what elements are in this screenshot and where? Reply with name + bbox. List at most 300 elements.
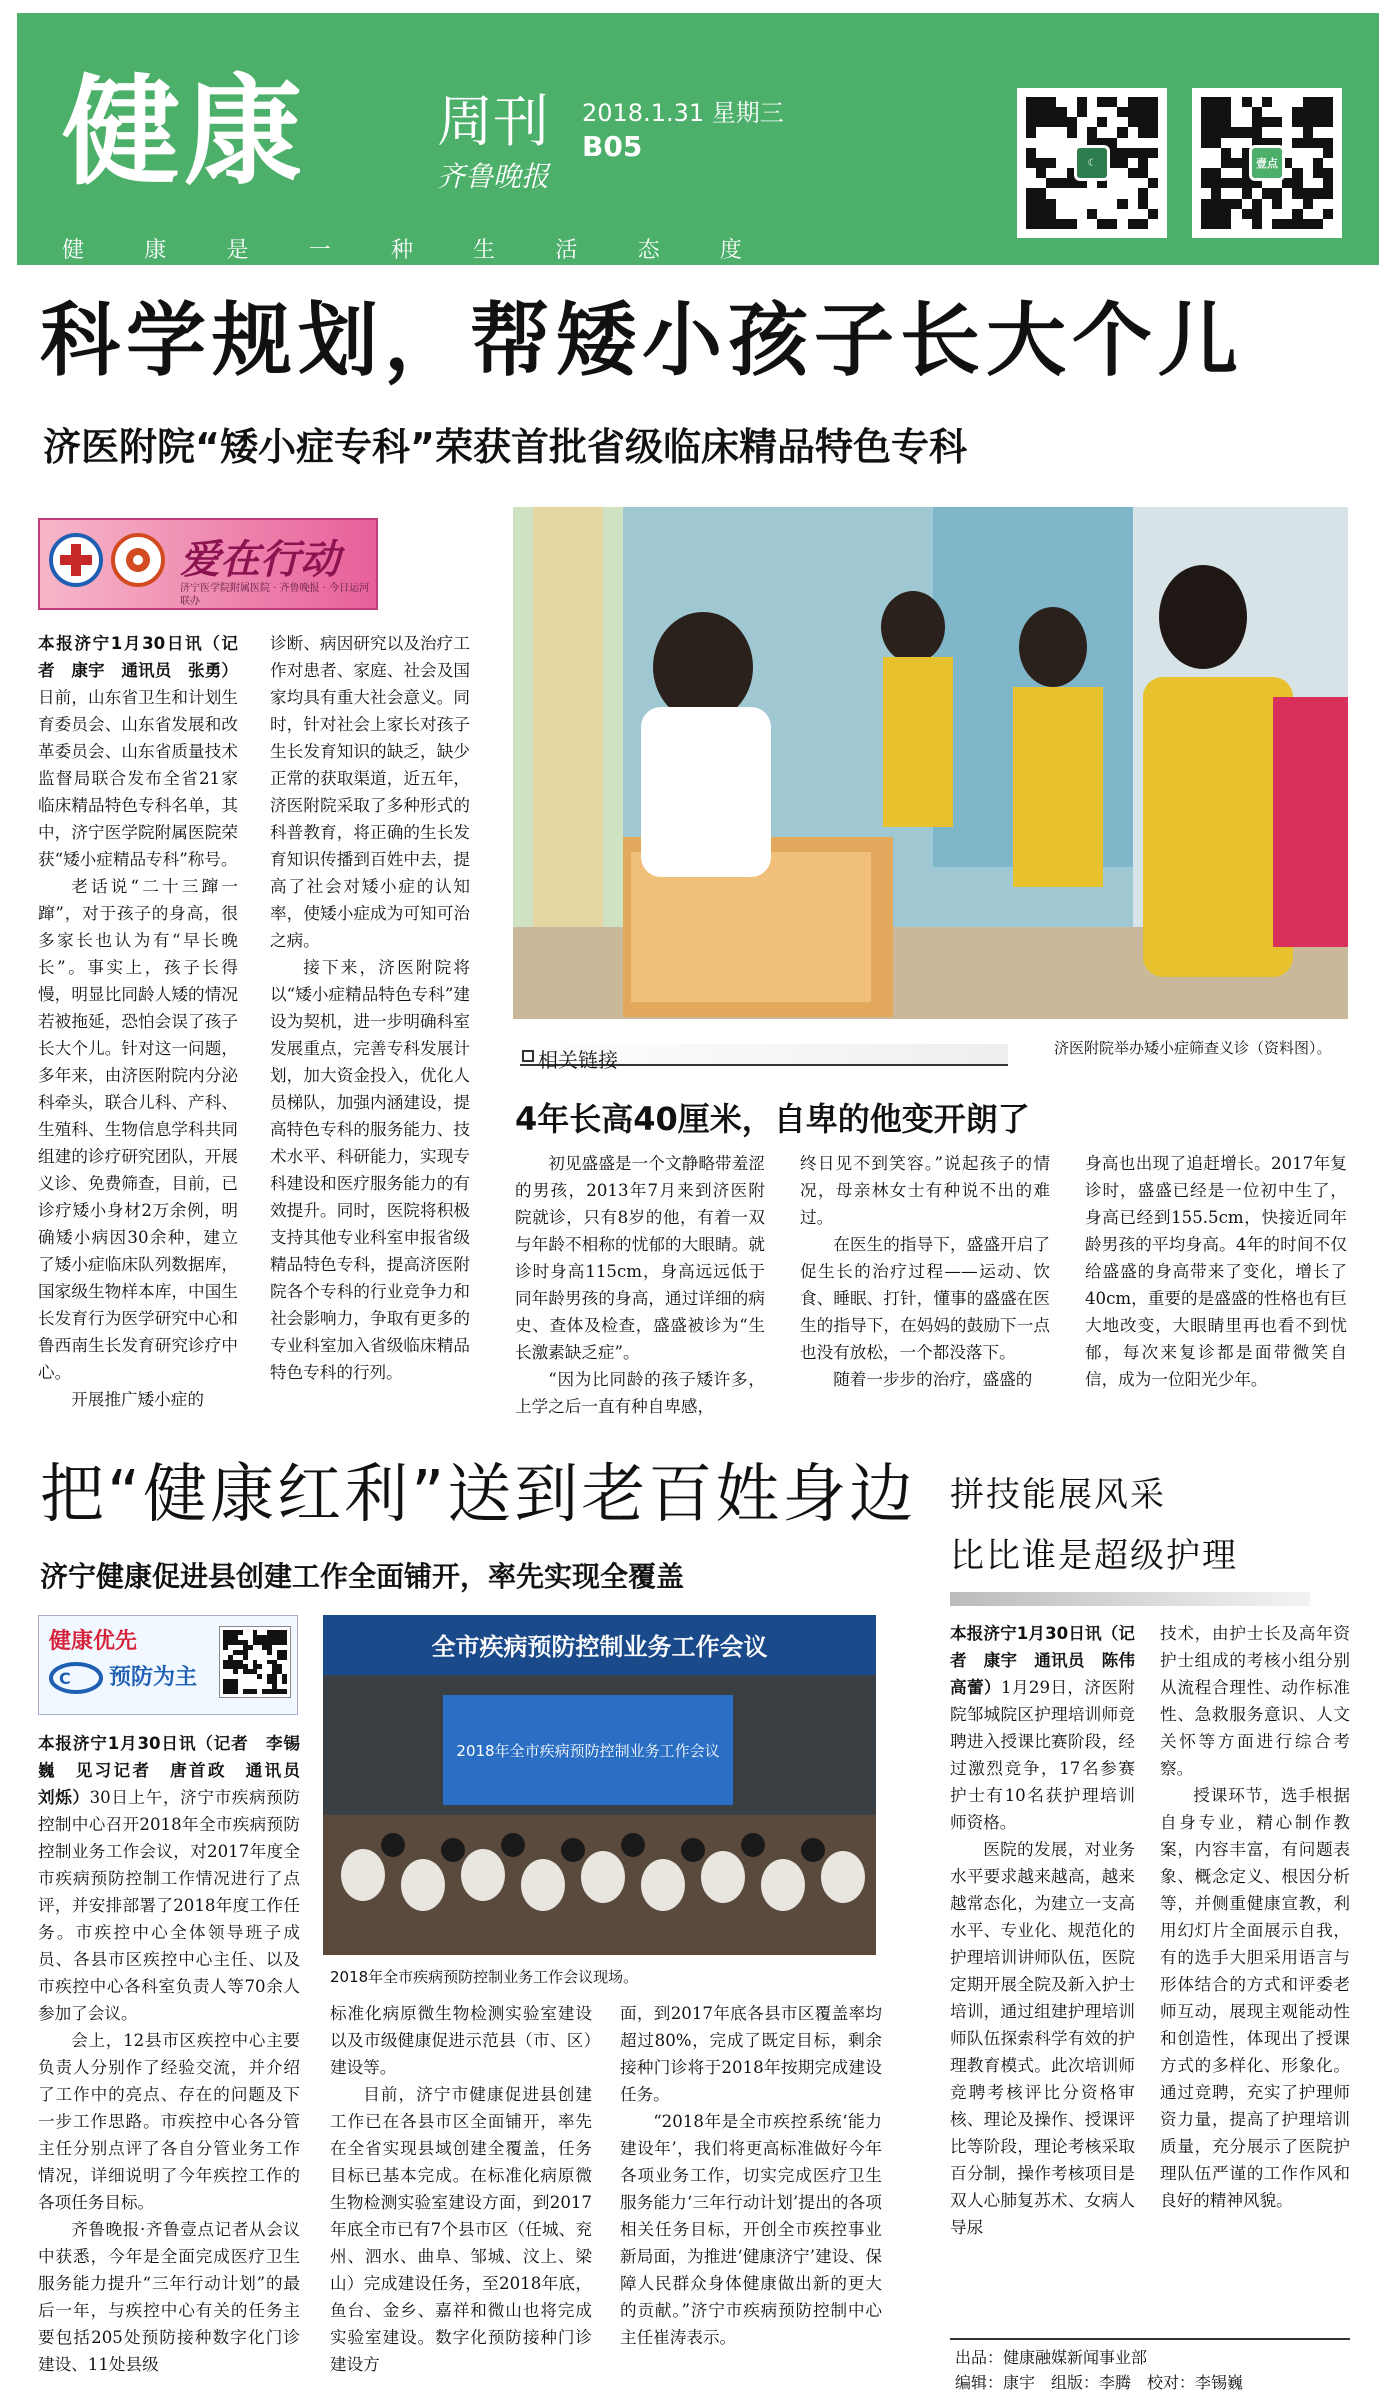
article-3-byline: 本报济宁1月30日讯（记者 康宇 通讯员 陈伟 高蕾） — [950, 1624, 1152, 1697]
qr-module — [1252, 97, 1262, 107]
qr-module — [1221, 178, 1231, 188]
qr-module — [1221, 127, 1231, 137]
qr-module — [1201, 219, 1211, 229]
screening-scene-illustration — [513, 507, 1348, 1019]
qr-module — [1026, 158, 1036, 168]
qr-module — [1313, 138, 1323, 148]
qr-module — [1262, 219, 1272, 229]
article-1-byline: 本报济宁1月30日讯（记者 康宇 通讯员 张勇） — [38, 634, 238, 680]
qr-module — [1201, 168, 1211, 178]
qr-module — [1097, 188, 1107, 198]
qr-module — [1282, 199, 1292, 209]
qr-module — [1148, 199, 1158, 209]
qr-module — [1282, 209, 1292, 219]
article-3-paragraph: 技术，由护士长及高年资护士组成的考核小组分别从流程合理性、动作标准性、急救服务意识、人文关怀等方面进行综合考察。 — [1160, 1624, 1350, 1778]
banner-title: 爱在行动 — [180, 536, 340, 583]
qr-module — [1272, 219, 1282, 229]
article-2-subheadline: 济宁健康促进县创建工作全面铺开，率先实现全覆盖 — [40, 1560, 685, 1593]
qr-module — [1138, 209, 1148, 219]
qr-module — [1262, 97, 1272, 107]
article-2-photo — [323, 1615, 876, 1955]
qr-module — [1128, 178, 1138, 188]
qr-module — [1211, 117, 1221, 127]
qr-module — [1097, 209, 1107, 219]
qr-module — [1128, 107, 1138, 117]
qr-module — [1117, 138, 1127, 148]
qr-module — [1107, 138, 1117, 148]
qr-module — [1221, 138, 1231, 148]
qr-module — [1323, 158, 1333, 168]
slogan-char: 健 — [62, 238, 85, 263]
article-2-paragraph: 30日上午，济宁市疾病预防控制中心召开2018年全市疾病预防控制业务工作会议，对2017年度全市疾病预防控制工作情况进行了点评，并安排部署了2018年度工作任务。市疾控中心全体领导班子成员、各县市区疾控中心主任、以及市疾控中心各科室负责人等70余人参加了会议。 — [38, 1788, 300, 2023]
svg-text:C: C — [59, 1669, 71, 1688]
qr-module — [1221, 148, 1231, 158]
qr-module — [1252, 107, 1262, 117]
article-1-column-2 — [270, 630, 470, 1410]
qr-module — [1201, 188, 1211, 198]
qr-module — [1067, 178, 1077, 188]
qr-module — [1097, 107, 1107, 117]
related-story-headline: 4年长高40厘米，自卑的他变开朗了 — [515, 1100, 1030, 1138]
qr-module — [1231, 107, 1241, 117]
qr-module — [1046, 138, 1056, 148]
qr-module — [1107, 199, 1117, 209]
qr-module — [1128, 158, 1138, 168]
article-1-headline: 科学规划，帮矮小孩子长大个儿 — [40, 293, 1244, 387]
qr-module — [1211, 107, 1221, 117]
qr-module — [1026, 107, 1036, 117]
qr-module — [1313, 148, 1323, 158]
qr-module — [1036, 138, 1046, 148]
qr-module — [1138, 97, 1148, 107]
qr-module — [1211, 127, 1221, 137]
conference-slide-text: 2018年全市疾病预防控制业务工作会议 — [456, 1742, 720, 1760]
qr-module — [1231, 127, 1241, 137]
qr-module — [1077, 117, 1087, 127]
article-1-paragraph: 老话说“二十三蹿一蹿”，对于孩子的身高，很多家长也认为有“早长晚长”。事实上，孩子长得慢，明显比同龄人矮的情况若被拖延，恐怕会误了孩子长大个儿。针对这一问题，多年来，由济医附院内分泌科牵头，联合儿科、产科、生殖科、生物信息学科共同组建的诊疗研究团队，开展义诊、免费筛查，目前，已诊疗矮小身材2万余例，明确矮小病因30余种，建立了矮小症临床队列数据库，国家级生物样本库，中国生长发育行为医学研究中心和鲁西南生长发育研究诊疗中心。 — [38, 877, 238, 1382]
related-story-paragraph: 初见盛盛是一个文静略带羞涩的男孩，2013年7月来到济医附院就诊，只有8岁的他，有着一双与年龄不相称的忧郁的大眼睛。就诊时身高115cm，身高远远低于同年龄男孩的身高，通过详细的病史、查体及检查，盛盛被诊为“生长激素缺乏症”。 — [515, 1154, 765, 1362]
qr-module — [1211, 168, 1221, 178]
qr-module — [1201, 117, 1211, 127]
qr-module — [1128, 127, 1138, 137]
qr-module — [1087, 188, 1097, 198]
conference-banner-text: 全市疾病预防控制业务工作会议 — [431, 1633, 768, 1661]
qr-module — [1036, 219, 1046, 229]
qr-module — [1077, 219, 1087, 229]
qr-module — [1282, 117, 1292, 127]
qr-module — [1211, 199, 1221, 209]
qr-module — [1211, 138, 1221, 148]
qr-module — [1046, 127, 1056, 137]
qr-module — [1117, 117, 1127, 127]
qr-badge-label: 壹点 — [1249, 145, 1285, 181]
qr-module — [1056, 209, 1066, 219]
qr-module — [1211, 148, 1221, 158]
qr-module — [1303, 178, 1313, 188]
qr-module — [1303, 148, 1313, 158]
qr-module — [1252, 209, 1262, 219]
related-story-paragraph: 终日见不到笑容。”说起孩子的情况，母亲林女士有种说不出的难过。 — [800, 1154, 1050, 1227]
qr-module — [1323, 209, 1333, 219]
qr-module — [1201, 178, 1211, 188]
footer-rule — [950, 2338, 1350, 2340]
qr-module — [1303, 107, 1313, 117]
banner-title: 预防为主 — [109, 1665, 198, 1690]
slogan-char: 是 — [226, 238, 249, 263]
qr-module — [1026, 188, 1036, 198]
qr-module — [1077, 199, 1087, 209]
qr-module — [1148, 127, 1158, 137]
qr-module — [1107, 178, 1117, 188]
qr-module — [1046, 209, 1056, 219]
qr-module — [1201, 158, 1211, 168]
masthead-page-number: B05 — [582, 130, 643, 163]
qr-module — [1313, 117, 1323, 127]
qr-module — [1026, 127, 1036, 137]
qr-module — [1292, 127, 1302, 137]
qr-module — [1046, 158, 1056, 168]
qr-module — [1026, 178, 1036, 188]
qr-module — [1056, 168, 1066, 178]
qr-module — [1117, 209, 1127, 219]
qr-module — [1117, 97, 1127, 107]
qr-module — [1056, 117, 1066, 127]
qr-module — [1221, 158, 1231, 168]
qr-module — [1303, 117, 1313, 127]
qr-module — [1231, 178, 1241, 188]
qr-module — [1128, 188, 1138, 198]
qr-module — [1087, 117, 1097, 127]
qr-module — [1231, 117, 1241, 127]
article-2-paragraph: 标准化病原微生物检测实验室建设以及市级健康促进示范县（市、区）建设等。 — [330, 2004, 592, 2077]
qr-module — [1056, 199, 1066, 209]
qr-module — [1292, 199, 1302, 209]
qr-module — [1087, 199, 1097, 209]
qr-module — [1201, 148, 1211, 158]
masthead-weekly: 周刊 — [437, 90, 549, 155]
qr-module — [1026, 148, 1036, 158]
qr-module — [1313, 127, 1323, 137]
qr-module — [1148, 97, 1158, 107]
slogan-char: 度 — [719, 238, 742, 263]
qr-module — [1117, 168, 1127, 178]
qr-module — [1313, 107, 1323, 117]
article-3-paragraph: 授课环节，选手根据自身专业，精心制作教案，内容丰富，有问题表象、概念定义、根因分析等，并侧重健康宣教，利用幻灯片全面展示自我，有的选手大胆采用语言与形体结合的方式和评委老师互动，展现主观能动性和创造性，体现出了授课方式的多样化、形象化。通过竞聘，充实了护理师资力量，提高了护理培训质量，充分展示了医院护理队伍严谨的工作作风和良好的精神风貌。 — [1160, 1786, 1350, 2210]
hospital-emblem-icon — [48, 532, 104, 588]
slogan-char: 康 — [144, 238, 167, 263]
slogan-char: 种 — [390, 238, 413, 263]
qr-module — [1046, 199, 1056, 209]
health-first-banner — [38, 1615, 298, 1715]
qr-module — [1262, 199, 1272, 209]
qr-module — [1148, 107, 1158, 117]
article-1-paragraph: 开展推广矮小症的 — [71, 1390, 204, 1409]
article-2-column-3 — [620, 2000, 882, 2347]
qr-module — [1272, 107, 1282, 117]
masthead-slogan — [62, 233, 742, 264]
qr-module — [1323, 97, 1333, 107]
qr-module — [1138, 219, 1148, 229]
article-2-paragraph: 会上，12县市区疾控中心主要负责人分别作了经验交流，并介绍了工作中的亮点、存在的问题及下一步工作思路。市疾控中心各分管主任分别点评了各自分管业务工作情况，详细说明了今年疾控工作的各项任务目标。 — [38, 2031, 300, 2212]
qr-module — [1097, 199, 1107, 209]
qr-module — [1128, 97, 1138, 107]
qr-module — [1107, 188, 1117, 198]
qr-module — [1117, 178, 1127, 188]
moon-logo-icon: ☾ — [1074, 145, 1110, 181]
qr-module — [1087, 107, 1097, 117]
qr-module — [1148, 178, 1158, 188]
article-1-paragraph: 诊断、病因研究以及治疗工作对患者、家庭、社会及国家均具有重大社会意义。同时，针对社会上家长对孩子生长发育知识的缺乏，缺少正常的获取渠道，近五年，济医附院采取了多种形式的科普教育，将正确的生长发育知识传播到百姓中去，提高了社会对矮小症的认知率，使矮小症成为可知可治之病。 — [270, 634, 470, 950]
qr-module — [1282, 97, 1292, 107]
qr-module — [1036, 117, 1046, 127]
qr-module — [1087, 219, 1097, 229]
qr-module — [1026, 168, 1036, 178]
qr-module — [1292, 168, 1302, 178]
qr-module — [1201, 138, 1211, 148]
qr-module — [1282, 219, 1292, 229]
slogan-char: 态 — [637, 238, 660, 263]
qr-module — [1231, 148, 1241, 158]
qr-module — [1138, 199, 1148, 209]
article-3-headline-line-1: 拼技能展风采 — [950, 1475, 1166, 1515]
qr-module — [1282, 138, 1292, 148]
qr-module — [1211, 178, 1221, 188]
qr-module — [1128, 138, 1138, 148]
qr-module — [1067, 107, 1077, 117]
article-1-photo — [513, 507, 1348, 1019]
qr-module — [1313, 158, 1323, 168]
qr-module — [1303, 127, 1313, 137]
qr-module — [1201, 199, 1211, 209]
qr-module — [1323, 117, 1333, 127]
qr-module — [1117, 188, 1127, 198]
qr-module — [1292, 97, 1302, 107]
square-icon — [522, 1050, 534, 1062]
qr-module — [1036, 97, 1046, 107]
article-3-paragraph: 1月29日，济医附院邹城院区护理培训师竞聘进入授课比赛阶段，经过激烈竞争，17名参赛护士有10名获护理培训师资格。 — [950, 1678, 1135, 1832]
qr-module — [1117, 127, 1127, 137]
masthead-band — [17, 13, 1379, 265]
qr-module — [1211, 209, 1221, 219]
qr-module — [1211, 97, 1221, 107]
qr-module — [1211, 219, 1221, 229]
qr-module — [1303, 209, 1313, 219]
article-2-photo-caption: 2018年全市疾病预防控制业务工作会议现场。 — [330, 1968, 639, 1986]
related-story-paragraph: 身高也出现了追赶增长。2017年复诊时，盛盛已经是一位初中生了，身高已经到155.5cm，快接近同年龄男孩的平均身高。4年的时间不仅给盛盛的身高带来了变化，增长了40cm，重要的是盛盛的性格也有巨大地改变，大眼睛里再也看不到忧郁，每次来复诊都是面带微笑自信，成为一位阳光少年。 — [1085, 1154, 1347, 1389]
qr-module — [1252, 117, 1262, 127]
qr-module — [282, 1689, 287, 1694]
qr-module — [1128, 117, 1138, 127]
qr-module — [1231, 188, 1241, 198]
qr-module — [1046, 107, 1056, 117]
related-story-column-2 — [800, 1150, 1050, 1420]
qr-module — [1313, 97, 1323, 107]
qr-module — [1323, 107, 1333, 117]
qr-module — [1148, 148, 1158, 158]
article-2-paragraph: 齐鲁晚报·齐鲁壹点记者从会议中获悉，今年是全面完成医疗卫生服务能力提升“三年行动计划”的最后一年，与疾控中心有关的任务主要包括205处预防接种数字化门诊建设、11处县级 — [38, 2220, 300, 2374]
qr-module — [1128, 219, 1138, 229]
qr-module — [1262, 117, 1272, 127]
qr-module — [1242, 199, 1252, 209]
qr-code-icon[interactable] — [219, 1626, 291, 1698]
qr-module — [1292, 107, 1302, 117]
qr-module — [1056, 127, 1066, 137]
slogan-char: 生 — [473, 238, 496, 263]
qr-module — [1148, 219, 1158, 229]
article-3-paragraph: 医院的发展，对业务水平要求越来越高，越来越常态化，为建立一支高水平、专业化、规范化的护理培训讲师队伍，医院定期开展全院及新入护士培训，通过组建护理培训师队伍探索科学有效的护理教育模式。此次培训师竞聘考核评比分资格审核、理论及操作、授课评比等阶段，理论考核采取百分制，操作考核项目是双人心肺复苏术、女病人导尿 — [950, 1840, 1135, 2237]
qr-module — [1221, 219, 1231, 229]
slogan-char: 一 — [308, 238, 331, 263]
qr-module — [1097, 97, 1107, 107]
qr-module — [1087, 127, 1097, 137]
qr-module — [1292, 117, 1302, 127]
qr-module — [1242, 117, 1252, 127]
masthead-newspaper-name: 齐鲁晚报 — [437, 160, 550, 193]
qr-module — [1313, 168, 1323, 178]
qr-module — [1117, 199, 1127, 209]
qr-module — [1272, 209, 1282, 219]
qr-module — [1313, 188, 1323, 198]
qr-module — [1303, 219, 1313, 229]
qr-pattern-3 — [223, 1630, 287, 1694]
qr-code-icon[interactable] — [1192, 88, 1342, 238]
qr-module — [1313, 219, 1323, 229]
qr-module — [1292, 219, 1302, 229]
qr-module — [1036, 127, 1046, 137]
qr-module — [1046, 178, 1056, 188]
qr-module — [1067, 209, 1077, 219]
slogan-char: 活 — [555, 238, 578, 263]
article-1-paragraph: 日前，山东省卫生和计划生育委员会、山东省发展和改革委员会、山东省质量技术监督局联合发布全省21家临床精品特色专科名单，其中，济宁医学院附属医院荣获“矮小症精品专科”称号。 — [38, 688, 238, 869]
cdc-logo-icon — [49, 1656, 104, 1696]
article-3-column-1 — [950, 1620, 1152, 2340]
qr-module — [1077, 97, 1087, 107]
qr-module — [1026, 209, 1036, 219]
banner-title: 健康优先 — [49, 1629, 138, 1654]
qr-module — [1211, 188, 1221, 198]
qr-module — [1323, 168, 1333, 178]
article-1-column-1 — [38, 630, 238, 1410]
qr-module — [1097, 117, 1107, 127]
qr-module — [1323, 178, 1333, 188]
qr-module — [1036, 209, 1046, 219]
qr-module — [1231, 199, 1241, 209]
masthead-date: 2018.1.31 星期三 — [582, 99, 784, 127]
qr-module — [1046, 219, 1056, 229]
newspaper-emblem-icon — [110, 532, 166, 588]
qr-module — [1323, 199, 1333, 209]
qr-module — [1026, 199, 1036, 209]
qr-module — [1292, 178, 1302, 188]
qr-module — [1138, 148, 1148, 158]
qr-module — [1056, 97, 1066, 107]
qr-module — [1231, 209, 1241, 219]
qr-module — [1292, 188, 1302, 198]
qr-module — [1242, 188, 1252, 198]
article-2-byline: 本报济宁1月30日讯（记者 李锡巍 见习记者 唐首政 通讯员 刘烁） — [38, 1734, 317, 1807]
qr-module — [1292, 158, 1302, 168]
qr-module — [1067, 97, 1077, 107]
qr-module — [1138, 168, 1148, 178]
qr-module — [1282, 127, 1292, 137]
qr-module — [1242, 178, 1252, 188]
qr-module — [1148, 117, 1158, 127]
qr-module — [1292, 138, 1302, 148]
credit-source: 出品：健康融媒新闻事业部 — [955, 2348, 1148, 2367]
related-story-paragraph: “因为比同龄的孩子矮许多，上学之后一直有种自卑感， — [515, 1370, 765, 1416]
qr-module — [1211, 158, 1221, 168]
qr-module — [1242, 97, 1252, 107]
qr-module — [1242, 107, 1252, 117]
qr-module — [1252, 219, 1262, 229]
qr-module — [1026, 138, 1036, 148]
qr-module — [1077, 127, 1087, 137]
qr-module — [1303, 188, 1313, 198]
qr-module — [1138, 158, 1148, 168]
qr-code-icon[interactable] — [1017, 88, 1167, 238]
qr-module — [1323, 127, 1333, 137]
related-story-paragraph: 在医生的指导下，盛盛开启了促生长的治疗过程——运动、饮食、睡眠、打针，懂事的盛盛在医生的指导下，在妈妈的鼓励下一点也没有放松，一个都没落下。 — [800, 1235, 1050, 1362]
qr-module — [1046, 188, 1056, 198]
qr-module — [1272, 199, 1282, 209]
qr-module — [1056, 138, 1066, 148]
qr-module — [1262, 107, 1272, 117]
qr-module — [1107, 97, 1117, 107]
article-1-photo-caption: 济医附院举办矮小症筛查义诊（资料图）。 — [1054, 1039, 1332, 1057]
qr-module — [1107, 219, 1117, 229]
qr-module — [1097, 127, 1107, 137]
masthead-logo: 健康 — [62, 62, 307, 201]
qr-module — [1272, 188, 1282, 198]
qr-module — [1292, 148, 1302, 158]
credit-editors: 编辑：康宇 组版：李腾 校对：李锡巍 — [955, 2373, 1244, 2392]
qr-module — [1313, 209, 1323, 219]
qr-module — [1201, 97, 1211, 107]
qr-module — [1303, 97, 1313, 107]
article-1-paragraph: 接下来，济医附院将以“矮小症精品特色专科”建设为契机，进一步明确科室发展重点，完善专科发展计划，加大资金投入，优化人员梯队，加强内涵建设，提高特色专科的服务能力、技术水平、科研能力，实现专科建设和医疗服务能力的有效提升。同时，医院将积极支持其他专业科室申报省级精品特色专科，提高济医附院各个专科的行业竞争力和社会影响力，争取有更多的专业科室加入省级临床精品特色专科的行列。 — [270, 958, 470, 1382]
qr-module — [1201, 127, 1211, 137]
qr-module — [1303, 199, 1313, 209]
article-2-paragraph: “2018年是全市疾控系统‘能力建设年’，我们将更高标准做好今年各项业务工作，切实完成医疗卫生服务能力‘三年行动计划’提出的各项相关任务目标，开创全市疾控事业新局面，为推进‘健康济宁’建设、保障人民群众身体健康做出新的更大的贡献。”济宁市疾病预防控制中心主任崔涛表示。 — [620, 2112, 882, 2347]
qr-module — [1067, 117, 1077, 127]
qr-module — [1148, 188, 1158, 198]
related-story-paragraph: 随着一步步的治疗，盛盛的 — [833, 1370, 1033, 1389]
qr-module — [1148, 138, 1158, 148]
qr-module — [1252, 127, 1262, 137]
qr-module — [1026, 97, 1036, 107]
qr-module — [1036, 199, 1046, 209]
qr-module — [1282, 178, 1292, 188]
qr-module — [1056, 107, 1066, 117]
qr-module — [1128, 168, 1138, 178]
qr-module — [1107, 117, 1117, 127]
qr-module — [1292, 209, 1302, 219]
qr-module — [1282, 188, 1292, 198]
qr-module — [1221, 188, 1231, 198]
qr-module — [1117, 158, 1127, 168]
qr-module — [1056, 148, 1066, 158]
qr-module — [1272, 117, 1282, 127]
qr-module — [1148, 168, 1158, 178]
qr-module — [1221, 199, 1231, 209]
qr-module — [1313, 178, 1323, 188]
article-2-headline: 把“健康红利”送到老百姓身边 — [40, 1458, 917, 1532]
qr-module — [1036, 148, 1046, 158]
qr-module — [1077, 107, 1087, 117]
qr-module — [1026, 219, 1036, 229]
qr-module — [1148, 209, 1158, 219]
qr-module — [1036, 107, 1046, 117]
